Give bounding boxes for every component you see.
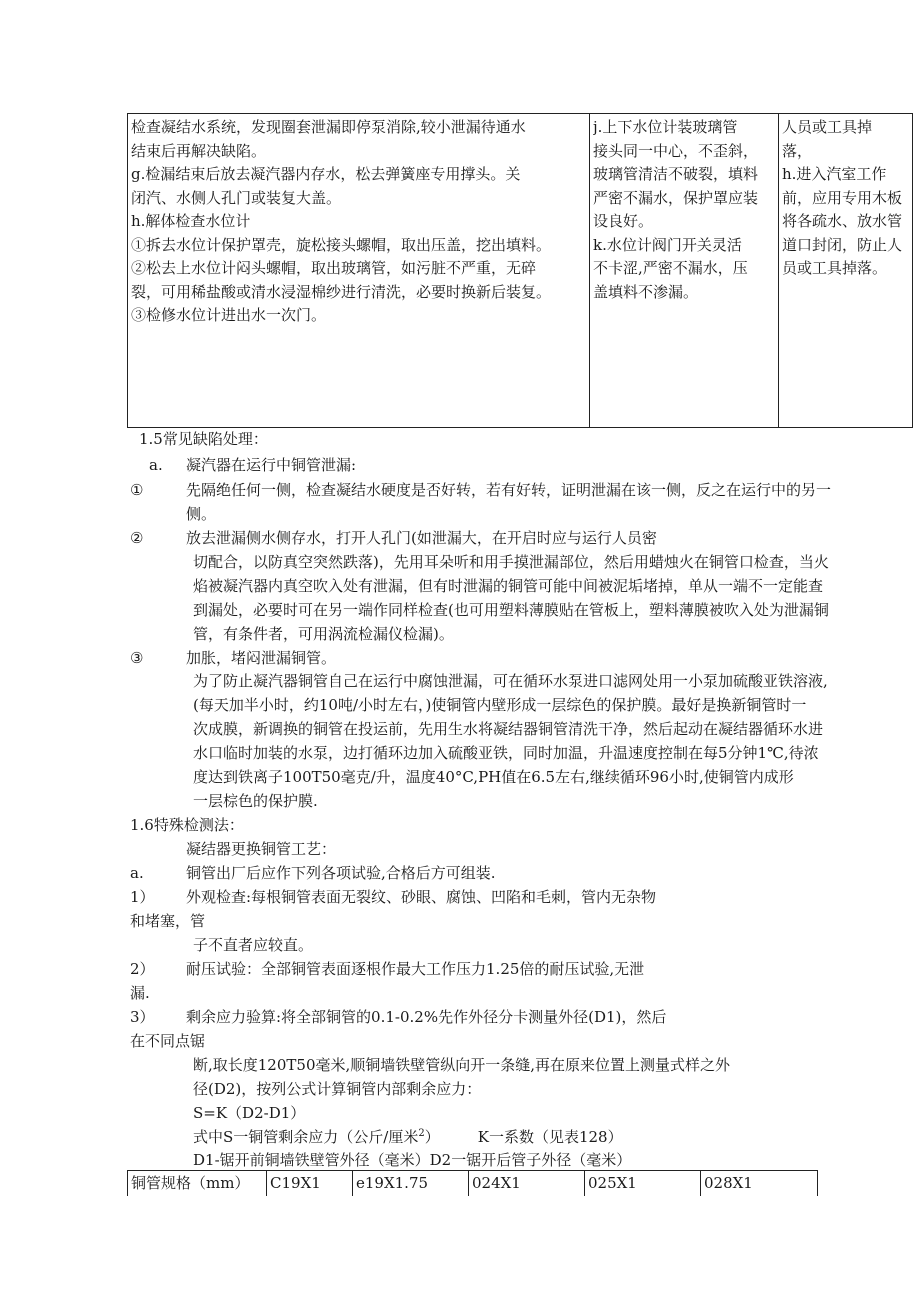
- cell-line: 人员或工具掉: [782, 118, 873, 136]
- standard-cell: [590, 114, 779, 428]
- list-marker: 2）: [130, 960, 155, 978]
- paragraph-line: 切配合，以防真空突然跌落)，先用耳朵听和用手摸泄漏部位，然后用蜡烛火在铜管口检查，当火: [193, 553, 829, 571]
- paragraph-line: 到漏处，必要时可在另一端作同样检查(也可用塑料薄膜贴在管板上，塑料薄膜被吹入处为泄漏铜: [193, 601, 829, 619]
- cell-line: 闭汽、水侧人孔门或装复大盖。: [131, 188, 342, 207]
- paragraph-line: 水口临时加装的水泵，边打循环边加入硫酸亚铁，同时加温，升温速度控制在每5分钟1℃,待浓: [193, 744, 819, 762]
- cell-line: 接头同一中心，不歪斜，: [593, 141, 759, 160]
- cell-line: h.进入汽室工作: [782, 165, 887, 183]
- list-marker: 3）: [130, 1008, 155, 1026]
- cell-line: 不卡涩,严密不漏水，压: [593, 259, 748, 277]
- paragraph-line: 管，有条件者，可用涡流检漏仪检漏)。: [193, 625, 454, 643]
- table-cell: C19X1: [267, 1171, 353, 1197]
- superscript: 2: [418, 1128, 425, 1139]
- cell-line: ③检修水位计进出水一次门。: [131, 306, 327, 324]
- cell-line: ②松去上水位计闷头螺帽，取出玻璃管，如污脏不严重，无碎: [131, 259, 537, 277]
- table-cell: 025X1: [585, 1171, 701, 1197]
- safety-cell: [779, 114, 913, 428]
- procedure-cell: [128, 114, 590, 428]
- table-cell: 铜管规格（mm）: [128, 1171, 267, 1197]
- cell-line: 严密不漏水，保护罩应装: [593, 188, 759, 207]
- formula-definition: [193, 1126, 623, 1148]
- list-marker: ①: [130, 481, 144, 499]
- paragraph-line: 漏.: [130, 984, 150, 1002]
- cell-line: h.解体检查水位计: [131, 212, 251, 230]
- list-marker: ③: [130, 649, 144, 667]
- cell-line: k.水位计阀门开关灵活: [593, 235, 742, 254]
- paragraph-line: 一层棕色的保护膜.: [193, 792, 318, 810]
- cell-line: j.上下水位计装玻璃管: [593, 118, 738, 136]
- list-marker: a.: [130, 864, 144, 882]
- cell-line: ①拆去水位计保护罩壳，旋松接头螺帽，取出压盖，挖出填料。: [131, 235, 552, 254]
- table-row: [128, 1171, 818, 1197]
- list-marker: ②: [130, 529, 144, 547]
- paragraph-line: 子不直者应较直。: [193, 936, 314, 954]
- spec-table: [127, 1170, 818, 1196]
- paragraph-line: 侧。: [186, 505, 217, 523]
- cell-line: 将各疏水、放水管: [782, 212, 903, 230]
- table-cell: 028X1: [701, 1171, 818, 1197]
- definition-text: ）: [424, 1128, 440, 1146]
- table-cell: e19X1.75: [353, 1171, 469, 1197]
- paragraph-line: 在不同点锯: [130, 1032, 206, 1050]
- paragraph-line: 断,取长度120T50毫米,顺铜墙铁壁管纵向开一条缝,再在原来位置上测量式样之外: [193, 1056, 731, 1074]
- paragraph-line: 焰被凝汽器内真空吹入处有泄漏，但有时泄漏的铜管可能中间被泥垢堵掉，单从一端不一定能查: [193, 577, 824, 595]
- paragraph-line: 次成膜，新调换的铜管在投运前，先用生水将凝结器铜管清洗干净，然后起动在凝结器循环水进: [193, 720, 824, 738]
- paragraph-line: 凝汽器在运行中铜管泄漏:: [186, 456, 357, 474]
- list-marker: 1）: [130, 888, 155, 906]
- cell-line: 设良好。: [593, 212, 654, 230]
- formula-definition: D1-锯开前铜墙铁壁管外径（毫米）D2一锯开后管子外径（毫米）: [193, 1151, 632, 1169]
- paragraph-line: (每天加半小时，约10吨/小时左右，)使铜管内壁形成一层综色的保护膜。最好是换新铜管时一: [193, 696, 807, 714]
- paragraph-line: 铜管出厂后应作下列各项试验,合格后方可组装.: [186, 864, 496, 882]
- section-heading: 1.5常见缺陷处理：: [139, 430, 268, 448]
- cell-line: 前，应用专用木板: [782, 188, 903, 207]
- paragraph-line: 加胀，堵闷泄漏铜管。: [186, 649, 337, 667]
- cell-line: 落，: [782, 141, 813, 160]
- paragraph-line: 放去泄漏侧水侧存水，打开人孔门(如泄漏大，在开启时应与运行人员密: [186, 529, 657, 547]
- paragraph-line: 凝结器更换铜管工艺：: [186, 840, 337, 858]
- list-marker: a.: [149, 456, 163, 474]
- paragraph-line: 和堵塞，管: [130, 912, 206, 930]
- paragraph-line: 度达到铁离子100T50毫克/升，温度40°C,PH值在6.5左右,继续循环96小时,使铜管内成形: [193, 768, 794, 786]
- cell-line: 盖填料不渗漏。: [593, 282, 699, 301]
- paragraph-line: 剩余应力验算:将全部铜管的0.1-0.2%先作外径分卡测量外径(D1)，然后: [186, 1008, 667, 1026]
- table-cell: 024X1: [469, 1171, 585, 1197]
- cell-line: 检查凝结水系统，发现圈套泄漏即停泵消除,较小泄漏待通水: [131, 118, 526, 136]
- cell-line: 员或工具掉落。: [782, 259, 888, 277]
- paragraph-line: 先隔绝任何一侧，检查凝结水硬度是否好转，若有好转，证明泄漏在该一侧，反之在运行中的另一: [186, 481, 832, 499]
- cell-line: 结束后再解决缺陷。: [131, 141, 267, 160]
- section-heading: 1.6特殊检测法：: [130, 816, 244, 834]
- inspection-table: [127, 113, 913, 428]
- definition-text: 式中S一铜管剩余应力（公斤/厘米: [193, 1128, 419, 1146]
- cell-line: g.检漏结束后放去凝汽器内存水，松去弹簧座专用撑头。关: [131, 165, 521, 183]
- paragraph-line: 外观检查:每根铜管表面无裂纹、砂眼、腐蚀、凹陷和毛刺，管内无杂物: [186, 888, 657, 906]
- paragraph-line: 耐压试验：全部铜管表面逐根作最大工作压力1.25倍的耐压试验,无泄: [186, 960, 645, 978]
- formula: S=K（D2-D1）: [193, 1104, 306, 1122]
- definition-text: K一系数（见表128）: [477, 1128, 623, 1146]
- cell-line: 道口封闭，防止人: [782, 235, 903, 254]
- cell-line: 裂，可用稀盐酸或清水浸湿棉纱进行清洗，必要时换新后装复。: [131, 282, 552, 301]
- table-row: [128, 114, 913, 428]
- paragraph-line: 径(D2)，按列公式计算铜管内部剩余应力：: [193, 1080, 482, 1098]
- paragraph-line: 为了防止凝汽器铜管自己在运行中腐蚀泄漏，可在循环水泵进口滤网处用一小泵加硫酸亚铁溶液,: [193, 672, 828, 690]
- cell-line: 玻璃管清洁不破裂，填料: [593, 165, 759, 183]
